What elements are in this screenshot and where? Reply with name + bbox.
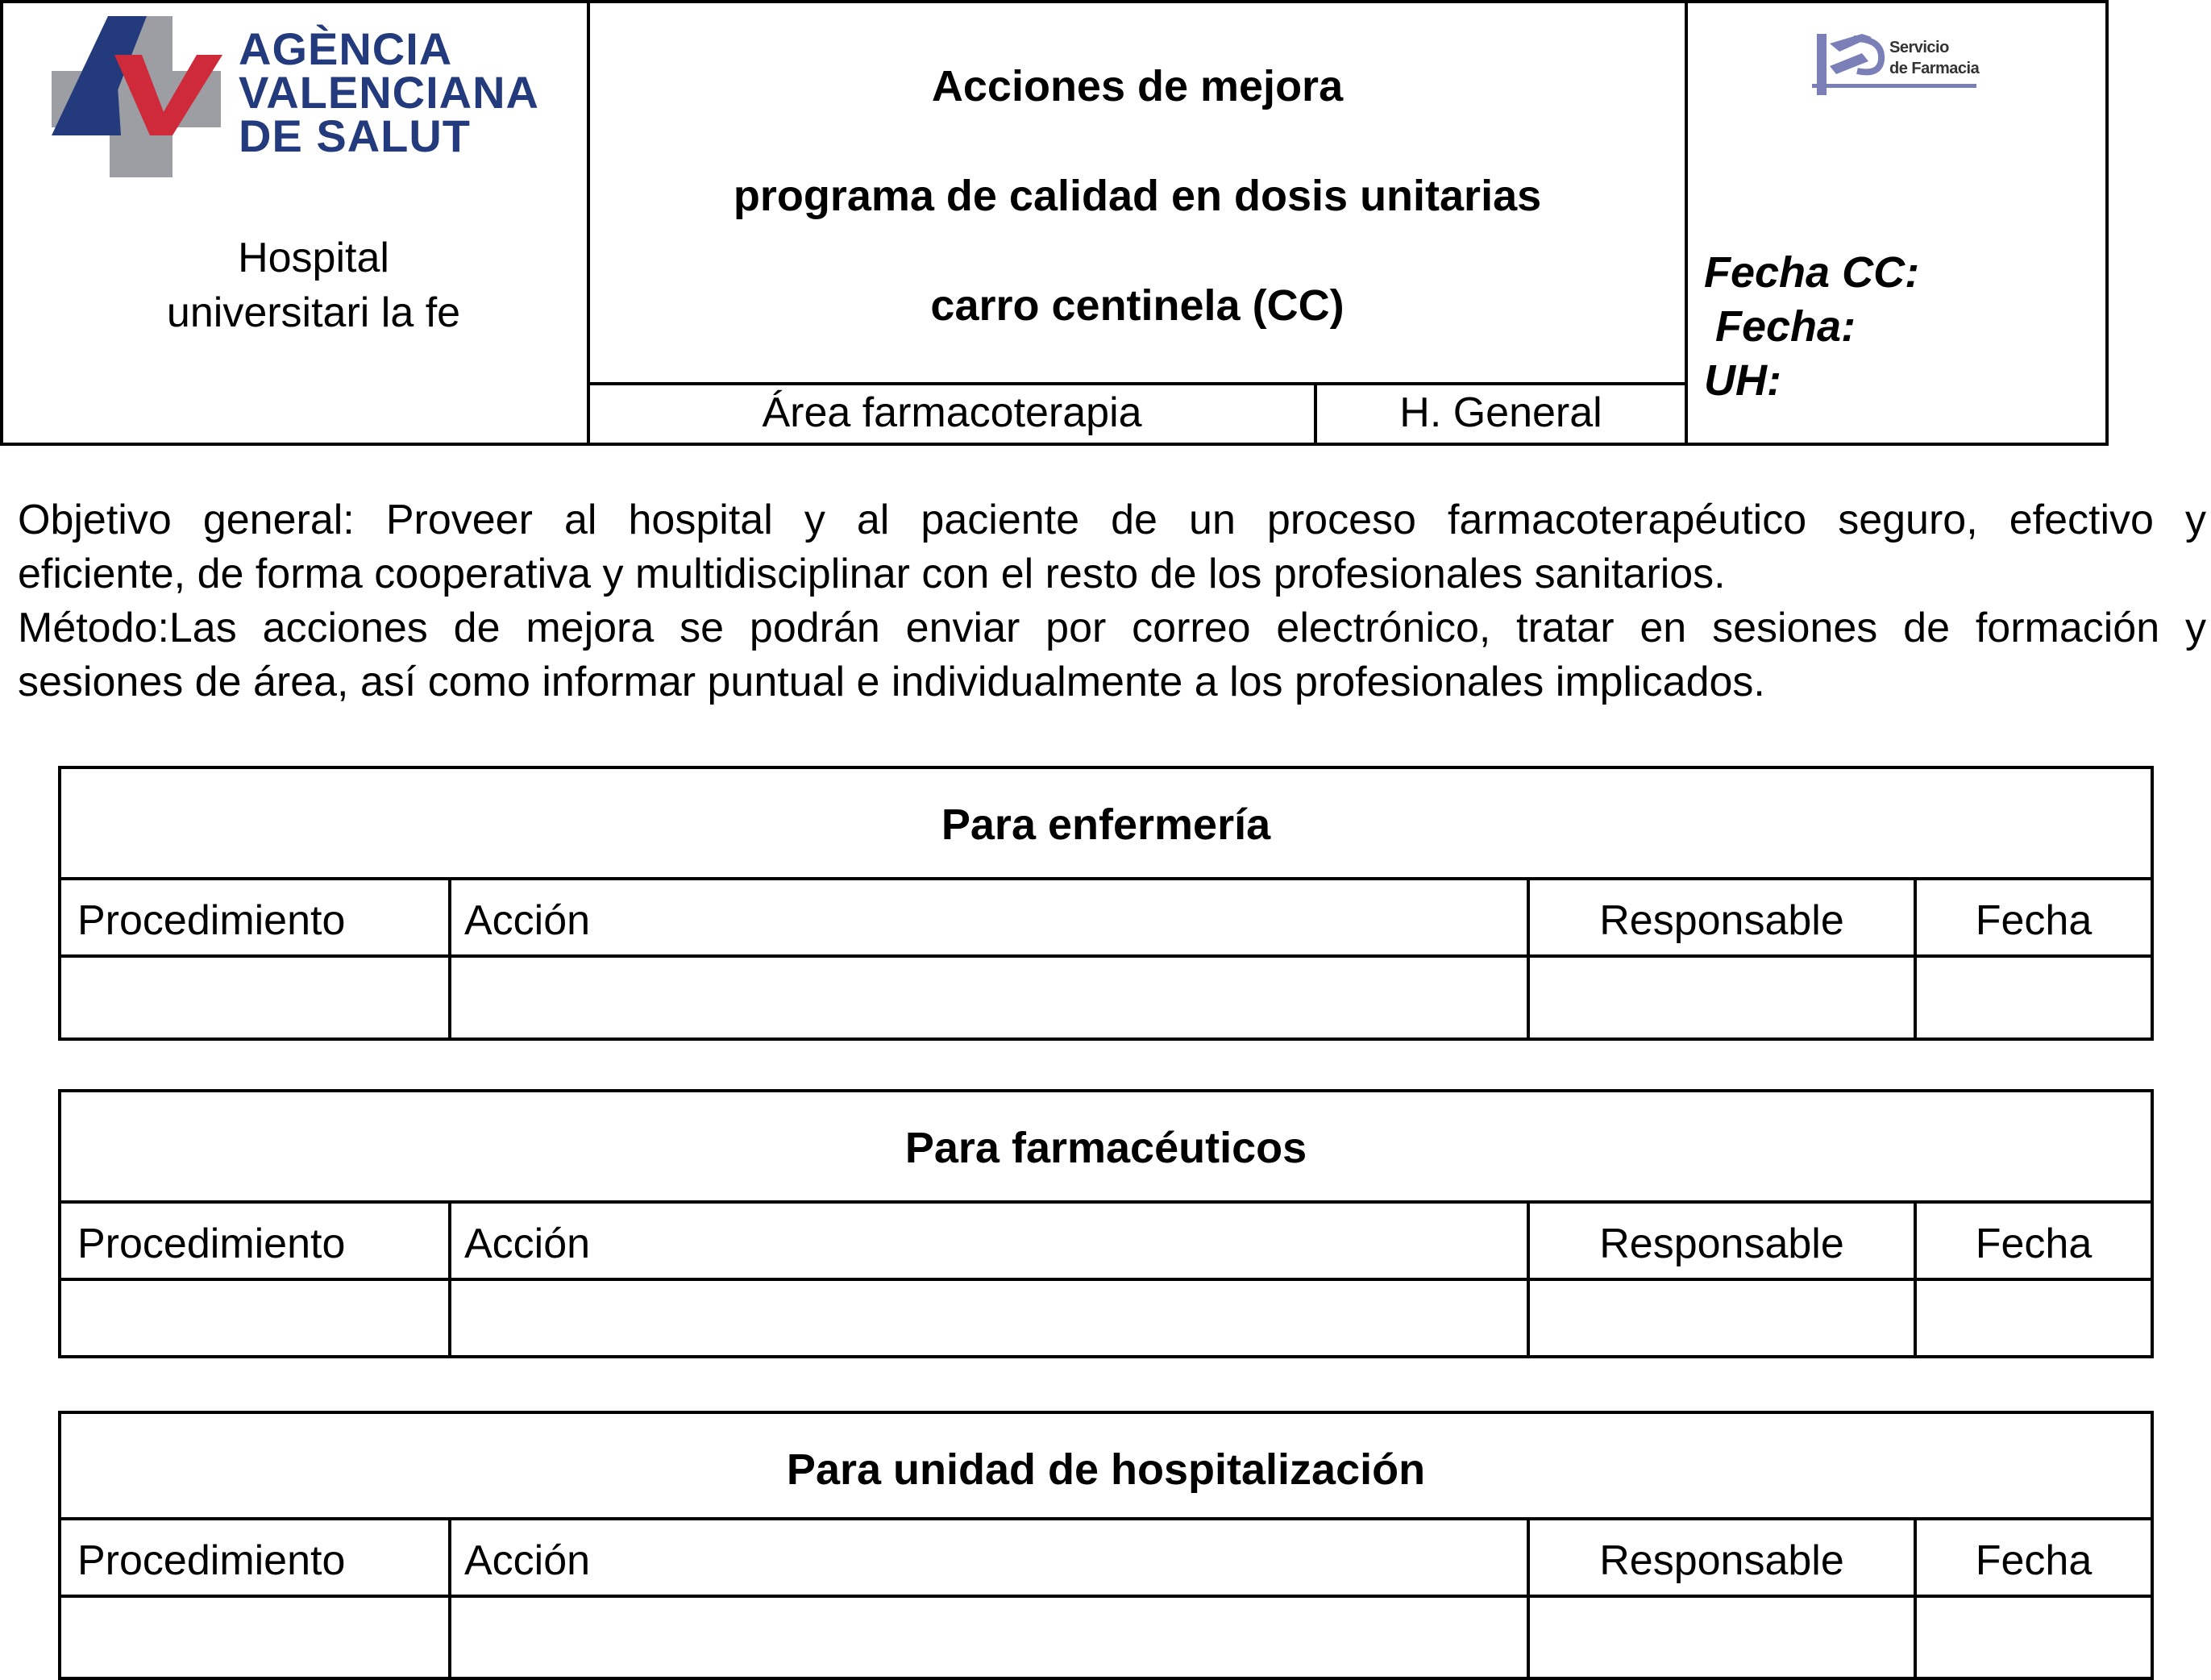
- document-title: [590, 3, 1685, 382]
- cell-accion[interactable]: [451, 958, 1527, 1038]
- header-divider-right: [1685, 3, 1688, 443]
- title-line-2: programa de calidad en dosis unitarias: [733, 172, 1542, 220]
- col-header-fecha: Fecha: [1975, 897, 2093, 944]
- col-header-procedimiento: Procedimiento: [77, 897, 346, 944]
- cell-accion[interactable]: [451, 1598, 1527, 1677]
- document-header: [0, 0, 2109, 446]
- col-header-procedimiento: Procedimiento: [77, 1220, 346, 1267]
- hospital-name-line-1: Hospital: [238, 235, 389, 281]
- title-line-1: Acciones de mejora: [931, 62, 1344, 110]
- col-header-fecha: Fecha: [1975, 1537, 2093, 1584]
- col-header-accion: Acción: [464, 897, 591, 944]
- method-line-1: Método:Las acciones de mejora se podrán enviar por correo electrónico, tratar en sesiones de formación y: [18, 605, 2206, 651]
- service-logo-line-1: Servicio: [1889, 39, 1949, 56]
- cell-fecha[interactable]: [1917, 958, 2151, 1038]
- cell-procedimiento[interactable]: [61, 1281, 448, 1355]
- hospital-name-line-2: universitari la fe: [166, 289, 461, 336]
- objective-line-1: Objetivo general: Proveer al hospital y al paciente de un proceso farmacoterapéutico seguro, efectivo y: [18, 497, 2206, 543]
- title-line-3: carro centinela (CC): [930, 281, 1344, 330]
- agency-name-line-1: AGÈNCIA: [239, 23, 453, 74]
- action-table-enfermeria: [58, 766, 2154, 1041]
- cell-responsable[interactable]: [1530, 1281, 1914, 1355]
- agency-name-line-3: DE SALUT: [239, 110, 471, 161]
- fecha-cc-label: Fecha CC:: [1704, 248, 1920, 297]
- col-header-fecha: Fecha: [1975, 1220, 2093, 1267]
- av-logo-icon: [52, 15, 229, 179]
- cell-accion[interactable]: [451, 1281, 1527, 1355]
- objective-line-2: eficiente, de forma cooperativa y multidisciplinar con el resto de los profesionales sanitarios.: [18, 551, 1726, 597]
- cell-procedimiento[interactable]: [61, 1598, 448, 1677]
- service-logo-line-2: de Farmacia: [1889, 60, 1980, 77]
- service-logo: [1812, 31, 1989, 103]
- action-table-unidad-hospitalizacion: [58, 1411, 2154, 1680]
- table-title: Para unidad de hospitalización: [786, 1445, 1426, 1494]
- col-header-accion: Acción: [464, 1220, 591, 1267]
- agency-name-line-2: VALENCIANA: [239, 67, 539, 118]
- col-header-responsable: Responsable: [1599, 1220, 1844, 1267]
- unit-label: H. General: [1399, 389, 1602, 436]
- cell-fecha[interactable]: [1917, 1598, 2151, 1677]
- table-title: Para enfermería: [941, 800, 1271, 849]
- table-title-divider: [61, 877, 2151, 880]
- area-label: Área farmacoterapia: [762, 389, 1142, 436]
- table-title: Para farmacéuticos: [904, 1124, 1307, 1172]
- col-header-accion: Acción: [464, 1537, 591, 1584]
- agency-name: [239, 23, 539, 161]
- action-table-farmaceuticos: [58, 1089, 2154, 1358]
- cell-procedimiento[interactable]: [61, 958, 448, 1038]
- col-header-responsable: Responsable: [1599, 897, 1844, 944]
- uh-label: UH:: [1704, 356, 1781, 405]
- fecha-label: Fecha:: [1715, 302, 1856, 351]
- col-header-responsable: Responsable: [1599, 1537, 1844, 1584]
- header-subrow-divider: [587, 382, 1688, 385]
- method-line-2: sesiones de área, así como informar puntual e individualmente a los profesionales implicados.: [18, 659, 1765, 705]
- cell-fecha[interactable]: [1917, 1281, 2151, 1355]
- col-header-procedimiento: Procedimiento: [77, 1537, 346, 1584]
- cell-responsable[interactable]: [1530, 958, 1914, 1038]
- agency-logo: [52, 15, 551, 184]
- table-title-divider: [61, 1517, 2151, 1520]
- table-title-divider: [61, 1200, 2151, 1204]
- hospital-name: [84, 231, 543, 340]
- cell-responsable[interactable]: [1530, 1598, 1914, 1677]
